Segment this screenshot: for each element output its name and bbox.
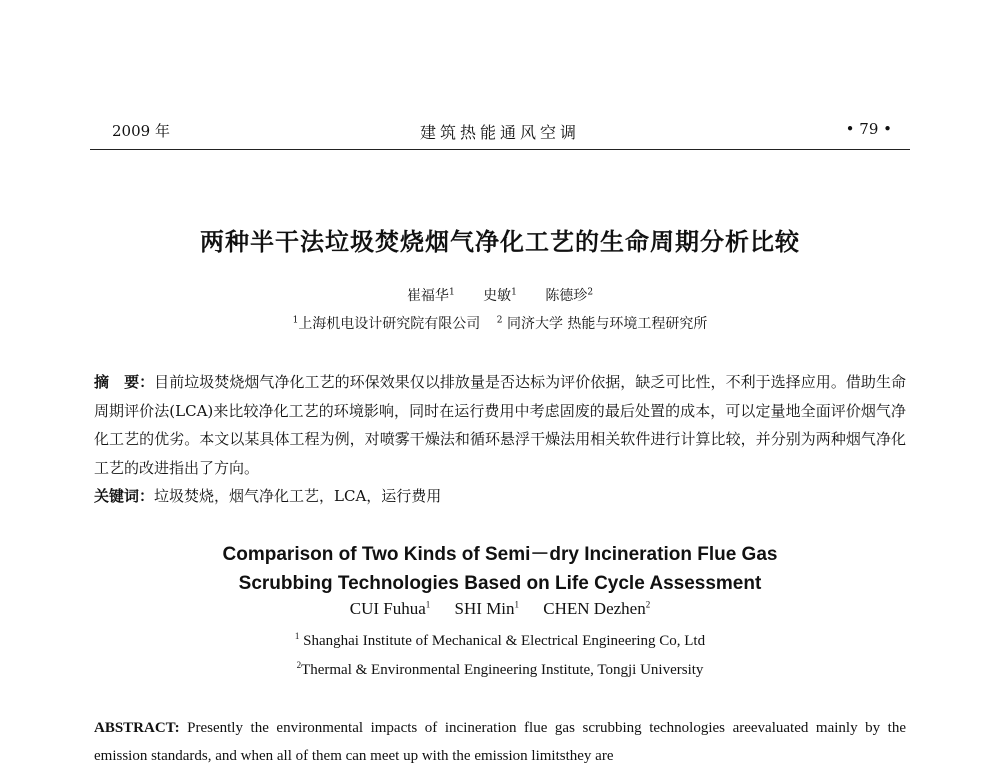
affiliation [293,316,481,332]
english-title-line: Scrubbing Technologies Based on Life Cycle Assessment [238,573,762,594]
keywords-label: 关键词： [94,487,155,505]
english-authors [0,599,1000,619]
author-affil-mark: 2 [645,599,651,610]
affiliation-text: 同济大学 热能与环境工程研究所 [506,316,708,332]
abstract-label: 摘 要： [94,373,155,391]
author-name: 崔福华 [406,288,449,304]
abstract-text: Presently the environmental impacts of incineration flue gas scrubbing technologies areevaluated mainly by the emission standards, and when all of them can meet up with the emission limitsthey are [94,720,907,764]
affiliation [497,316,708,332]
author-affil-mark: 2 [587,287,594,298]
english-affiliation [0,633,1000,650]
running-header [90,120,910,144]
abstract-label: ABSTRACT: [94,720,180,736]
header-page-number: • 79 • [845,120,892,138]
chinese-abstract [94,368,906,482]
english-abstract [94,714,906,770]
author [350,599,431,618]
author [407,288,455,304]
author-affil-mark: 1 [514,599,520,610]
affiliation-mark: 2 [496,315,503,326]
english-title [0,540,1000,598]
author-name: CHEN Dezhen [543,599,646,618]
header-year: 2009 年 [112,122,170,140]
english-affiliation [0,662,1000,679]
author-name: SHI Min [454,599,515,618]
affiliation-mark: 1 [292,315,299,326]
author-name: CUI Fuhua [349,599,426,618]
affiliation-text: Thermal & Environmental Engineering Institute, Tongji University [301,662,704,678]
author [545,288,593,304]
header-rule [90,149,910,150]
author-name: 史敏 [483,288,512,304]
affiliation-mark: 2 [296,660,302,670]
author [483,288,517,304]
abstract-text: 目前垃圾焚烧烟气净化工艺的环保效果仅以排放量是否达标为评价依据，缺乏可比性，不利于选择应用。借助生命周期评价法(LCA)来比较净化工艺的环境影响，同时在运行费用中考虑固废的最后处置的成本，可以定量地全面评价烟气净化工艺的优劣。本文以某具体工程为例，对喷雾干燥法和循环悬浮干燥法用相关软件进行计算比较，并分别为两种烟气净化工艺的改进指出了方向。 [94,373,906,477]
affiliation-text: Shanghai Institute of Mechanical & Electrical Engineering Co, Ltd [303,633,706,649]
chinese-authors [0,285,1000,305]
author-affil-mark: 1 [511,287,517,298]
affiliation-text: 上海机电设计研究院有限公司 [298,316,481,332]
author-affil-mark: 1 [425,599,431,610]
keywords-text: 垃圾焚烧，烟气净化工艺，LCA，运行费用 [154,487,442,505]
author [543,599,650,618]
chinese-affiliations [0,313,1000,333]
chinese-keywords [94,482,906,510]
english-title-line: Comparison of Two Kinds of Semi－dry Incineration Flue Gas [222,544,778,565]
author [455,599,519,618]
author-name: 陈德珍 [545,288,588,304]
chinese-title: 两种半干法垃圾焚烧烟气净化工艺的生命周期分析比较 [200,228,800,256]
header-journal-name: 建筑热能通风空调 [419,123,580,142]
affiliation-mark: 1 [294,631,300,641]
author-affil-mark: 1 [448,287,455,298]
